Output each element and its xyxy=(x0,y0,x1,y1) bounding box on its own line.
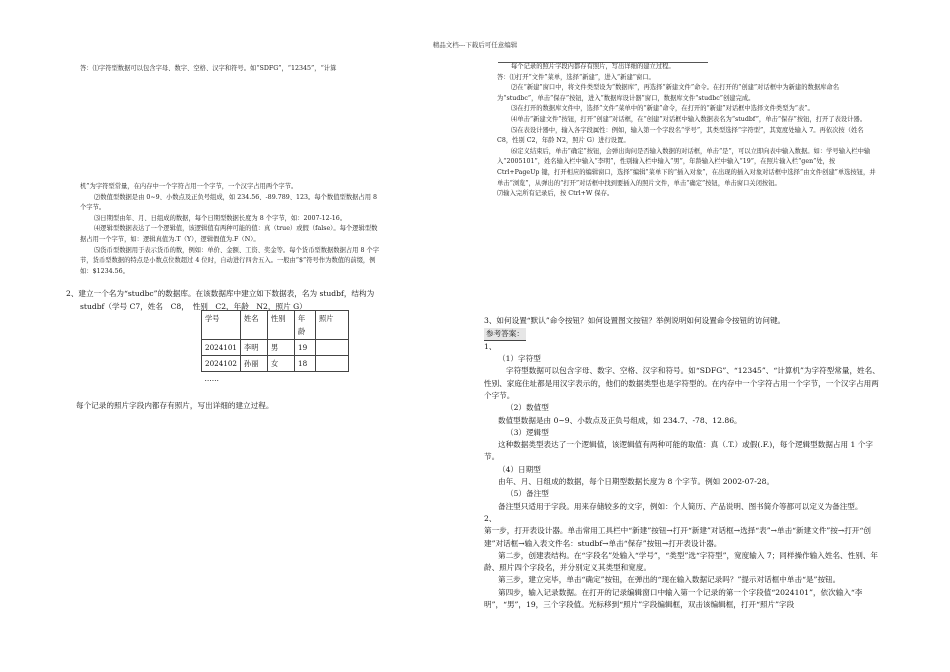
header-cell: 照片 xyxy=(316,311,349,340)
answer-paragraph: 第二步，创建表结构。在“字段名”处输入“学号”，“类型”选“字符型”，宽度输入 7；同样操作输入姓名、性别、年龄、照片四个字段名，并分别定义其类型和宽度。 xyxy=(484,550,879,573)
answer-line: ⑵在“新建”窗口中，将文件类型设为“数据库”，再选择“新建文件”命令。在打开的“创建”对话框中为新建的数据库命名为“studbc”，单击“保存”按钮，进入“数据库设计器”窗口，数据库文件“studbc”创建完成。 xyxy=(497,84,840,102)
reference-answer-label xyxy=(484,328,884,341)
question-3: 3、如何设置“默认”命令按钮？如何设置图文按钮？举例说明如何设置命令按钮的访问键。 xyxy=(484,316,786,325)
left-top-answer xyxy=(80,64,380,75)
table-cell: 2024101 xyxy=(202,340,241,356)
answer-paragraph: （2）数值型 xyxy=(506,403,549,413)
answer-line: ⑶日期型由年、月、日组成的数据，每个日期型数据长度为 8 个字节，如：2007-12-16。 xyxy=(94,214,347,222)
table-cell xyxy=(316,356,349,372)
answer-line: ⑶在打开的数据库文件中，选择“文件”菜单中的“新建”命令，在打开的“新建”对话框中选择文件类型为“表”。 xyxy=(511,105,814,113)
answer-paragraph: 第三步，建立完毕，单击“确定”按钮，在弹出的“现在输入数据记录吗？”提示对话框中单击“是”按钮。 xyxy=(498,575,841,585)
answer-paragraph: 第一步，打开表设计器。单击常用工具栏中“新建”按钮→打开“新建”对话框→选择“表”→单击“新建文件”按→打开“创建”对话框→输入表文件名：studbf→单击“保存”按钮→打开表设计器。 xyxy=(484,526,871,548)
table-cell: 男 xyxy=(268,340,295,356)
table-row xyxy=(202,340,349,356)
header-cell: 年龄 xyxy=(295,311,316,340)
table-cell: 李明 xyxy=(241,340,268,356)
answer-paragraph: （4）日期型 xyxy=(498,464,541,474)
table-cell xyxy=(316,340,349,356)
table-cell: 孙丽 xyxy=(241,356,268,372)
header-cell: 姓名 xyxy=(241,311,268,340)
answer-line: ⑷逻辑型数据表达了一个逻辑值，该逻辑值有两种可能的值：真（true）或假（false）。每个逻辑型数据占用一个字节，如：逻辑真值为.T（Y），逻辑假值为.F（N）。 xyxy=(80,225,378,243)
answer-paragraph: （5）备注型 xyxy=(506,489,549,499)
answer-line: 每个记录的照片字段内都存有照片，写出详细的建立过程。 xyxy=(511,63,675,70)
table-row xyxy=(202,372,349,387)
answer-line: ⑷单击“新建文件”按钮，打开“创建”对话框，在“创建”对话框中输入数据表名为“studbf”，单击“保存”按钮，打开了表设计器。 xyxy=(511,115,867,123)
answer-text: 答：⑴字符型数据可以包含字母、数字、空格、汉字和符号。如“SDFG”，“12345”，“计算 xyxy=(80,65,337,72)
answer-paragraph: 备注型只适用于字段。用来存储较多的文字，例如：个人简历、产品说明、图书简介等都可以定义为备注型。 xyxy=(498,501,863,511)
question-2-after xyxy=(76,400,416,413)
table-cell: 19 xyxy=(295,340,316,356)
answer-paragraph: （3）逻辑型 xyxy=(506,427,549,437)
table-cell: 女 xyxy=(268,356,295,372)
right-top-answer xyxy=(497,62,877,200)
page-header: 精品文档---下载后可任意编辑 xyxy=(432,41,518,49)
question-2-after-text: 每个记录的照片字段内都存有照片，写出详细的建立过程。 xyxy=(76,401,274,410)
answer-paragraph: 由年、月、日组成的数据，每个日期型数据长度为 8 个字节。例如 2002-07-28。 xyxy=(498,477,775,487)
right-main xyxy=(484,315,884,611)
student-table xyxy=(201,310,349,386)
reference-answer-box: 参考答案： xyxy=(484,328,526,341)
left-mid-answers xyxy=(80,182,380,277)
header-cell: 性别 xyxy=(268,311,295,340)
table-cell: 2024102 xyxy=(202,356,241,372)
answer-paragraph: 数值型数据是由 0~9、小数点及正负号组成，如 234.7、-78、12.86。 xyxy=(498,415,742,425)
answer-line: ⑵数值型数据是由 0~9、小数点及正负号组成，如 234.56、-89.789、123。每个数值型数据占用 8 个字节。 xyxy=(80,193,378,212)
answer-line: ⑺输入完所有记录后，按 Ctrl+W 保存。 xyxy=(497,190,614,198)
question-2-line2: studbf（学号 C7，姓名 C8， 性别 C2，年龄 N2，照片 G） xyxy=(80,301,307,311)
answer-paragraph: （1）字符型 xyxy=(498,354,541,364)
answer-paragraph: 2、 xyxy=(484,513,497,523)
answer-line: 机”为字符型常量，在内存中一个字符占用一个字节，一个汉字占用两个字节。 xyxy=(80,183,298,190)
table-ellipsis: …… xyxy=(204,374,219,383)
answer-paragraph: 字符型数据可以包含字母、数字、空格、汉字和符号。如“SDFG”、“12345”、“计算机”为字符型常量，姓名、性别、家庭住址都是用汉字表示的，他们的数据类型也是字符型的。在内存中一个字符占用一个字节，一个汉字占用两个字节。 xyxy=(484,366,880,400)
main-answer-list xyxy=(484,341,884,612)
answer-line: ⑸在表设计器中，输入各字段属性：例如，输入第一个字段名“学号”，其类型选择“字符型”，其宽度处输入 7。再依次按（姓名 C8，性别 C2，年龄 N2，照片 G）进行设置。 xyxy=(497,126,864,145)
answer-paragraph: 第四步，输入记录数据。在打开的记录编辑窗口中输入第一个记录的第一个字段值“2024101”，依次输入“李明”，“男”，19，三个字段值。光标移到“照片”字段编辑框，双击该编辑框，打开“照片”字段 xyxy=(484,587,863,610)
answer-line: ⑹定义结束后，单击“确定”按钮，会弹出询问是否输入数据的对话框，单击“是”，可以立即向表中输入数据。如：学号输入栏中输入“2005101”，姓名输入栏中输入“李明”，性别输入栏中输入“男”，年龄输入栏中输入“19”，在照片输入栏“gen”处，按 Ctrl+PageUp 键，打开相应的编辑窗口，选择“编辑”菜单下的“插入对象”，在出现的插入对象对话框中选择“由文件创建”单选按钮，并单击“浏览”，从弹出的“打开”对话框中找到要插入的照片文件，单击“确定”按钮，单击窗口关闭按钮。 xyxy=(497,147,876,187)
table-cell: 18 xyxy=(295,356,316,372)
answer-paragraph: 1、 xyxy=(484,341,497,351)
answer-line: ⑸货币型数据用于表示货币的数，例如：单价、金额、工资、奖金等。每个货币型数据数据占用 8 个字节，货币型数据的特点是小数点位数超过 4 位时，自动进行四舍五入。一般由“$”符号作为数值的前缀，例如：$1234.56。 xyxy=(80,246,380,275)
table-header-row xyxy=(202,311,349,340)
answer-line: 答：⑴打开“文件”菜单，选择“新建”，进入“新建”窗口。 xyxy=(497,73,655,81)
answer-paragraph: 这种数据类型表达了一个逻辑值，该逻辑值有两种可能的取值：真（.T.）或假(.F.)，每个逻辑型数据占用 1 个字节。 xyxy=(484,440,873,462)
header-cell: 学号 xyxy=(202,311,241,340)
table-row xyxy=(202,356,349,372)
question-2-line1: 2、建立一个名为“studbc”的数据库。在该数据库中建立如下数据表，名为 studbf，结构为 xyxy=(66,289,375,298)
